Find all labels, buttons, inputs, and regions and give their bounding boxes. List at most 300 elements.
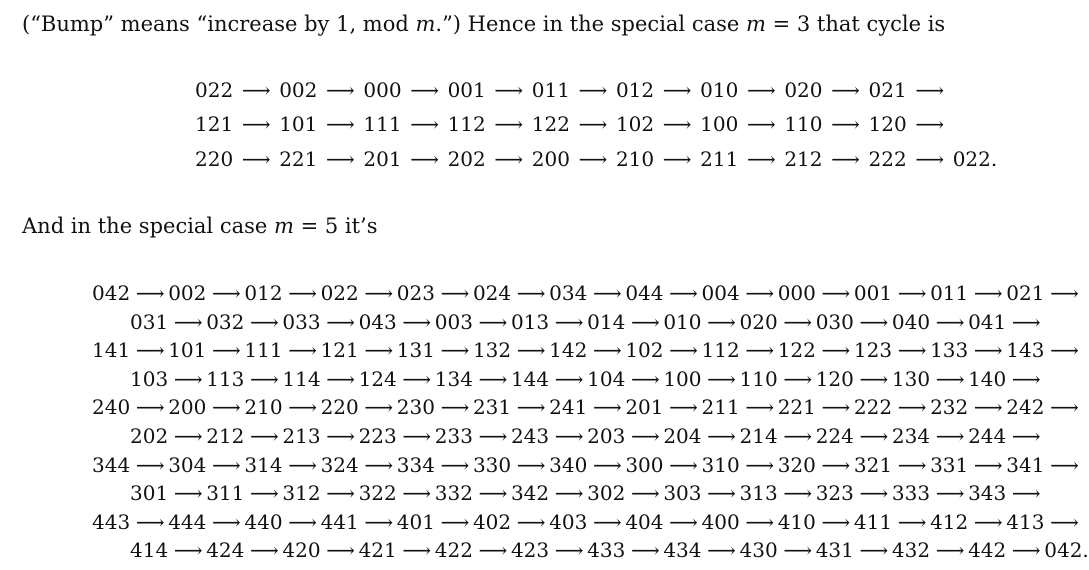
arrow-icon: ⟶ [831,147,860,171]
cycle-entry: 430 [739,538,778,563]
arrow-icon: ⟶ [707,538,734,563]
cycle-entry: 432 [891,538,931,563]
arrow-icon: ⟶ [364,509,392,534]
cycle-entry: 111 [363,112,402,136]
cycle-row [130,310,1044,334]
cycle-entry: 444 [168,509,207,534]
arrow-icon: ⟶ [440,452,468,477]
cycle-entry: 120 [815,366,854,391]
cycle-entry: 042. [1044,538,1089,563]
cycle-entry: 012 [615,78,655,102]
arrow-icon: ⟶ [410,112,439,136]
cycle-entry: 212 [784,147,823,171]
cycle-entry: 301 [130,481,169,506]
cycle-entry: 320 [777,452,816,477]
arrow-icon: ⟶ [973,509,1001,534]
cycle-entry: 231 [472,395,512,420]
arrow-icon: ⟶ [135,452,163,477]
arrow-icon: ⟶ [250,309,277,334]
cycle-entry: 220 [320,395,359,420]
cycle-entry: 421 [358,538,397,563]
cycle-entry: 043 [358,309,397,334]
cycle-row [92,453,1082,477]
arrow-icon: ⟶ [440,338,468,363]
arrow-icon: ⟶ [241,147,271,171]
cycle-entry: 021 [868,78,907,102]
cycle-entry: 113 [206,366,245,391]
cycle-entry: 044 [625,281,664,305]
cycle-entry: 201 [625,395,664,420]
arrow-icon: ⟶ [935,481,963,506]
cycle-entry: 142 [549,338,588,363]
second-text-2: = 5 it’s [293,214,378,238]
intro-paragraph [22,12,945,36]
arrow-icon: ⟶ [554,481,582,506]
arrow-icon: ⟶ [783,538,811,563]
arrow-icon: ⟶ [478,481,506,506]
cycle-entry: 003 [434,309,473,334]
cycle-entry: 233 [434,424,473,448]
arrow-icon: ⟶ [402,538,430,563]
cycle-row [195,78,953,102]
cycle-entry: 144 [510,366,550,391]
cycle-entry: 334 [396,452,435,477]
arrow-icon: ⟶ [859,424,887,448]
arrow-icon: ⟶ [897,281,925,305]
arrow-icon: ⟶ [326,147,355,171]
arrow-icon: ⟶ [859,481,887,506]
arrow-icon: ⟶ [592,509,620,534]
arrow-icon: ⟶ [478,309,506,334]
arrow-icon: ⟶ [241,112,271,136]
arrow-icon: ⟶ [135,281,163,305]
cycle-entry: 143 [1006,338,1045,363]
arrow-icon: ⟶ [630,366,658,391]
cycle-entry: 140 [968,366,1007,391]
cycle-entry: 401 [396,509,435,534]
cycle-entry: 323 [815,481,854,506]
arrow-icon: ⟶ [288,452,315,477]
cycle-entry: 411 [853,509,893,534]
arrow-icon: ⟶ [516,395,544,420]
arrow-icon: ⟶ [669,509,696,534]
arrow-icon: ⟶ [897,395,925,420]
cycle-entry: 311 [206,481,245,506]
arrow-icon: ⟶ [364,338,392,363]
arrow-icon: ⟶ [288,281,315,305]
cycle-entry: 131 [396,338,435,363]
arrow-icon: ⟶ [592,338,620,363]
arrow-icon: ⟶ [212,509,239,534]
cycle-entry: 221 [279,147,318,171]
cycle-entry: 022. [952,147,998,171]
cycle-entry: 020 [739,309,778,334]
cycle-entry: 412 [930,509,969,534]
cycle-entry: 001 [853,281,893,305]
arrow-icon: ⟶ [935,538,963,563]
arrow-icon: ⟶ [173,481,201,506]
cycle-entry: 300 [625,452,664,477]
cycle-entry: 340 [549,452,588,477]
cycle-entry: 431 [815,538,854,563]
cycle-entry: 400 [701,509,740,534]
cycle-entry: 341 [1006,452,1045,477]
cycle-row [130,424,1044,448]
cycle-entry: 321 [853,452,893,477]
cycle-entry: 313 [739,481,778,506]
cycle-entry: 223 [358,424,397,448]
cycle-entry: 122 [777,338,816,363]
cycle-entry: 414 [130,538,169,563]
arrow-icon: ⟶ [241,78,271,102]
arrow-icon: ⟶ [745,395,773,420]
arrow-icon: ⟶ [212,395,239,420]
cycle-entry: 024 [472,281,512,305]
cycle-entry: 104 [587,366,626,391]
arrow-icon: ⟶ [630,538,658,563]
arrow-icon: ⟶ [821,509,849,534]
arrow-icon: ⟶ [554,366,582,391]
cycle-entry: 101 [168,338,207,363]
cycle-entry: 344 [92,452,131,477]
arrow-icon: ⟶ [402,424,430,448]
arrow-icon: ⟶ [662,78,692,102]
arrow-icon: ⟶ [859,309,887,334]
arrow-icon: ⟶ [212,281,239,305]
cycle-entry: 133 [930,338,969,363]
cycle-entry: 211 [701,395,740,420]
arrow-icon: ⟶ [173,309,201,334]
arrow-icon: ⟶ [364,281,392,305]
arrow-icon: ⟶ [364,452,392,477]
cycle-row [195,112,953,136]
cycle-entry: 420 [282,538,321,563]
arrow-icon: ⟶ [973,338,1001,363]
cycle-entry: 010 [700,78,739,102]
arrow-icon: ⟶ [831,78,860,102]
second-text-1: And in the special case [22,214,274,238]
intro-var-m: m [415,12,436,36]
cycle-entry: 242 [1006,395,1045,420]
cycle-entry: 034 [549,281,588,305]
cycle-entry: 222 [868,147,907,171]
arrow-icon: ⟶ [746,78,776,102]
arrow-icon: ⟶ [1050,281,1077,305]
cycle-entry: 434 [663,538,702,563]
cycle-entry: 210 [244,395,283,420]
cycle-entry: 210 [615,147,655,171]
cycle-entry: 404 [625,509,664,534]
cycle-entry: 204 [663,424,702,448]
cycle-entry: 240 [92,395,131,420]
arrow-icon: ⟶ [973,395,1001,420]
cycle-entry: 241 [549,395,588,420]
arrow-icon: ⟶ [478,424,506,448]
arrow-icon: ⟶ [662,147,692,171]
second-var-m: m [274,214,294,238]
arrow-icon: ⟶ [326,309,353,334]
arrow-icon: ⟶ [326,481,353,506]
cycle-entry: 010 [663,309,702,334]
cycle-entry: 103 [130,366,169,391]
arrow-icon: ⟶ [859,366,887,391]
arrow-icon: ⟶ [410,78,439,102]
arrow-icon: ⟶ [783,309,811,334]
arrow-icon: ⟶ [831,112,860,136]
intro-var-m-2: m [745,12,766,36]
cycle-row [92,281,1082,305]
arrow-icon: ⟶ [1050,509,1077,534]
arrow-icon: ⟶ [288,395,315,420]
cycle-entry: 330 [472,452,512,477]
cycle-entry: 224 [815,424,854,448]
cycle-entry: 112 [701,338,740,363]
cycle-row [92,338,1082,362]
arrow-icon: ⟶ [554,424,582,448]
cycle-entry: 332 [434,481,473,506]
cycle-entry: 303 [663,481,702,506]
arrow-icon: ⟶ [402,481,430,506]
arrow-icon: ⟶ [745,509,773,534]
cycle-entry: 014 [587,309,626,334]
arrow-icon: ⟶ [707,309,734,334]
arrow-icon: ⟶ [173,424,201,448]
arrow-icon: ⟶ [935,366,963,391]
cycle-entry: 433 [587,538,626,563]
cycle-entry: 013 [510,309,550,334]
cycle-entry: 112 [447,112,486,136]
cycle-entry: 440 [244,509,283,534]
cycle-entry: 200 [168,395,207,420]
arrow-icon: ⟶ [973,281,1001,305]
cycle-entry: 202 [130,424,169,448]
cycle-entry: 221 [777,395,816,420]
arrow-icon: ⟶ [915,112,945,136]
cycle-entry: 202 [447,147,486,171]
arrow-icon: ⟶ [402,309,430,334]
cycle-entry: 132 [472,338,512,363]
arrow-icon: ⟶ [745,452,773,477]
cycle-entry: 000 [777,281,816,305]
cycle-entry: 443 [92,509,131,534]
arrow-icon: ⟶ [440,395,468,420]
cycle-entry: 222 [853,395,893,420]
arrow-icon: ⟶ [250,538,277,563]
arrow-icon: ⟶ [1011,366,1039,391]
arrow-icon: ⟶ [212,338,239,363]
arrow-icon: ⟶ [821,395,849,420]
arrow-icon: ⟶ [1011,538,1039,563]
cycle-entry: 004 [701,281,740,305]
arrow-icon: ⟶ [516,281,544,305]
cycle-entry: 342 [510,481,550,506]
cycle-entry: 012 [244,281,283,305]
arrow-icon: ⟶ [135,395,163,420]
arrow-icon: ⟶ [707,424,734,448]
cycle-entry: 110 [739,366,778,391]
cycle-row [92,510,1082,534]
cycle-entry: 114 [282,366,321,391]
arrow-icon: ⟶ [554,538,582,563]
cycle-entry: 111 [244,338,283,363]
cycle-entry: 021 [1006,281,1045,305]
arrow-icon: ⟶ [478,366,506,391]
cycle-entry: 100 [663,366,702,391]
cycle-entry: 134 [434,366,473,391]
cycle-entry: 031 [130,309,169,334]
cycle-entry: 232 [930,395,969,420]
cycle-entry: 213 [282,424,321,448]
arrow-icon: ⟶ [516,509,544,534]
arrow-icon: ⟶ [440,509,468,534]
cycle-entry: 002 [279,78,318,102]
cycle-entry: 002 [168,281,207,305]
cycle-entry: 203 [587,424,626,448]
arrow-icon: ⟶ [746,147,776,171]
arrow-icon: ⟶ [326,424,353,448]
arrow-icon: ⟶ [173,538,201,563]
arrow-icon: ⟶ [173,366,201,391]
cycle-entry: 403 [549,509,588,534]
arrow-icon: ⟶ [578,147,608,171]
intro-text-2: .”) Hence in the special case [435,12,746,36]
cycle-row [130,367,1044,391]
arrow-icon: ⟶ [669,395,696,420]
arrow-icon: ⟶ [250,424,277,448]
cycle-entry: 410 [777,509,816,534]
arrow-icon: ⟶ [326,78,355,102]
arrow-icon: ⟶ [630,309,658,334]
arrow-icon: ⟶ [494,78,524,102]
arrow-icon: ⟶ [915,147,945,171]
cycle-entry: 201 [363,147,402,171]
arrow-icon: ⟶ [745,281,773,305]
cycle-entry: 302 [587,481,626,506]
cycle-entry: 424 [206,538,245,563]
cycle-entry: 312 [282,481,321,506]
cycle-entry: 030 [815,309,854,334]
arrow-icon: ⟶ [662,112,692,136]
arrow-icon: ⟶ [478,538,506,563]
arrow-icon: ⟶ [915,78,945,102]
cycle-entry: 230 [396,395,435,420]
cycle-entry: 033 [282,309,321,334]
arrow-icon: ⟶ [554,309,582,334]
cycle-entry: 343 [968,481,1007,506]
cycle-entry: 042 [92,281,131,305]
cycle-entry: 244 [968,424,1007,448]
cycle-entry: 102 [625,338,664,363]
arrow-icon: ⟶ [1050,395,1077,420]
arrow-icon: ⟶ [821,452,849,477]
arrow-icon: ⟶ [516,338,544,363]
arrow-icon: ⟶ [669,338,696,363]
arrow-icon: ⟶ [935,424,963,448]
arrow-icon: ⟶ [783,366,811,391]
cycle-entry: 124 [358,366,397,391]
cycle-entry: 441 [320,509,359,534]
cycle-entry: 101 [279,112,318,136]
arrow-icon: ⟶ [402,366,430,391]
arrow-icon: ⟶ [288,338,315,363]
cycle-entry: 333 [891,481,931,506]
arrow-icon: ⟶ [973,452,1001,477]
arrow-icon: ⟶ [1011,424,1039,448]
cycle-entry: 130 [891,366,931,391]
cycle-entry: 110 [784,112,823,136]
cycle-entry: 121 [320,338,359,363]
cycle-entry: 022 [195,78,234,102]
cycle-entry: 243 [510,424,550,448]
cycle-entry: 442 [968,538,1007,563]
arrow-icon: ⟶ [897,509,925,534]
arrow-icon: ⟶ [630,424,658,448]
arrow-icon: ⟶ [1050,338,1077,363]
cycle-row [92,395,1082,419]
arrow-icon: ⟶ [440,281,468,305]
cycle-entry: 001 [447,78,486,102]
cycle-entry: 020 [784,78,823,102]
cycle-entry: 304 [168,452,207,477]
cycle-entry: 212 [206,424,245,448]
cycle-entry: 100 [700,112,739,136]
cycle-row [130,481,1044,505]
arrow-icon: ⟶ [364,395,392,420]
cycle-entry: 214 [739,424,778,448]
cycle-entry: 120 [868,112,907,136]
arrow-icon: ⟶ [669,281,696,305]
arrow-icon: ⟶ [783,424,811,448]
cycle-entry: 022 [320,281,359,305]
intro-text-3: = 3 that cycle is [765,12,946,36]
arrow-icon: ⟶ [1011,481,1039,506]
cycle-entry: 310 [701,452,740,477]
cycle-entry: 423 [510,538,550,563]
arrow-icon: ⟶ [135,509,163,534]
cycle-entry: 032 [206,309,245,334]
arrow-icon: ⟶ [592,395,620,420]
cycle-entry: 040 [891,309,931,334]
arrow-icon: ⟶ [250,481,277,506]
arrow-icon: ⟶ [516,452,544,477]
arrow-icon: ⟶ [326,366,353,391]
arrow-icon: ⟶ [326,538,353,563]
cycle-entry: 000 [363,78,402,102]
cycle-entry: 322 [358,481,397,506]
cycle-entry: 220 [195,147,234,171]
arrow-icon: ⟶ [410,147,439,171]
cycle-entry: 023 [396,281,435,305]
arrow-icon: ⟶ [592,281,620,305]
cycle-entry: 141 [92,338,131,363]
arrow-icon: ⟶ [745,338,773,363]
arrow-icon: ⟶ [821,338,849,363]
arrow-icon: ⟶ [821,281,849,305]
cycle-entry: 413 [1006,509,1045,534]
arrow-icon: ⟶ [592,452,620,477]
cycle-entry: 011 [930,281,969,305]
arrow-icon: ⟶ [494,147,524,171]
cycle-entry: 123 [853,338,893,363]
cycle-entry: 402 [472,509,512,534]
arrow-icon: ⟶ [897,338,925,363]
arrow-icon: ⟶ [212,452,239,477]
cycle-entry: 422 [434,538,473,563]
cycle-row [130,538,1089,562]
cycle-entry: 324 [320,452,359,477]
arrow-icon: ⟶ [669,452,696,477]
arrow-icon: ⟶ [288,509,315,534]
